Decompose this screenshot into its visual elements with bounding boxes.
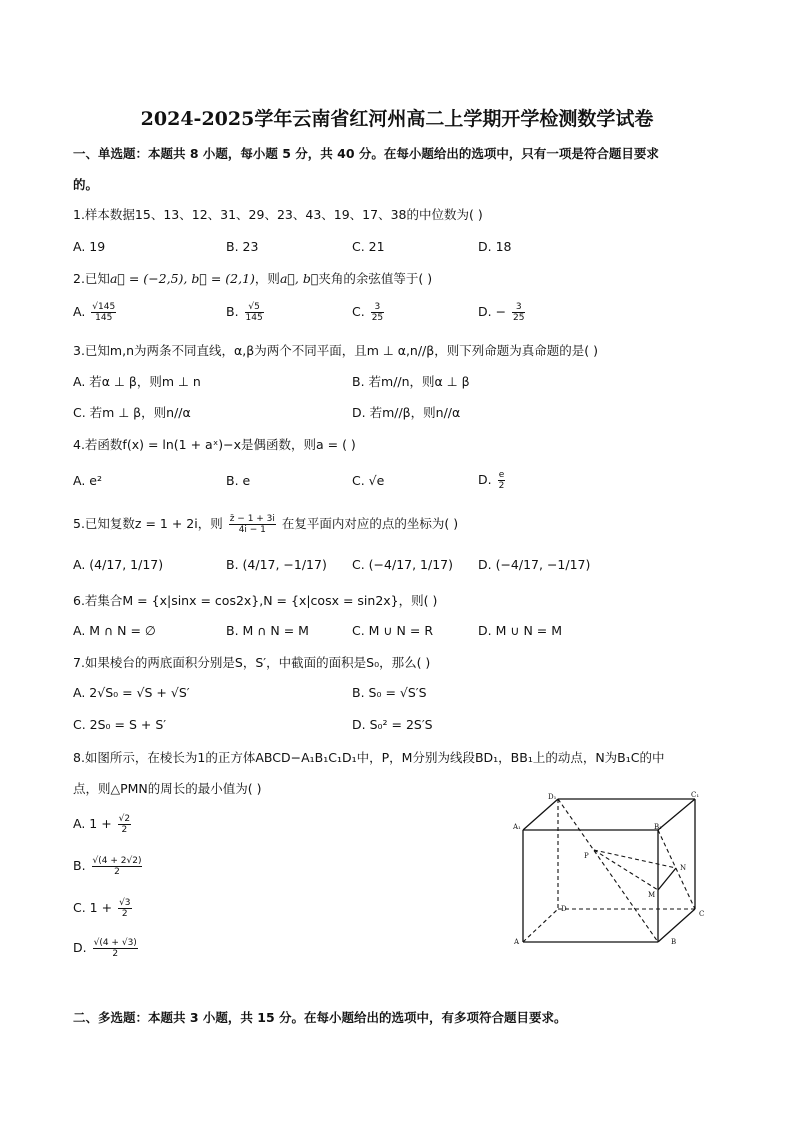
exam-title: 2024-2025学年云南省红河州高二上学期开学检测数学试卷 — [140, 108, 654, 130]
q8-a-label: A. 1 + — [73, 816, 112, 831]
q2-d-den: 25 — [513, 313, 525, 323]
q4-d-num: e — [498, 470, 505, 480]
q3-stem: 3.已知m,n为两条不同直线，α,β为两个不同平面，且m ⊥ α,n//β，则下列命题为真命题的是( ) — [73, 343, 598, 358]
q2-vector-pair: a⃗, b⃗ — [279, 271, 319, 286]
label-m: M — [648, 891, 656, 899]
q2-stem-prefix: 2.已知 — [73, 271, 110, 286]
q2-option-c — [352, 302, 386, 323]
q2-d-label: D. − — [478, 304, 507, 319]
q2-c-num: 3 — [371, 302, 384, 313]
seg-p-m — [594, 850, 658, 890]
q4-d-den: 2 — [498, 481, 505, 491]
q1-option-c: C. 21 — [352, 239, 385, 254]
q8-c-num: √3 — [119, 898, 131, 908]
q8-d-den: 2 — [112, 949, 119, 959]
q6-option-b: B. M ∩ N = M — [226, 623, 309, 638]
label-b: B — [671, 938, 677, 946]
q8-b-label: B. — [73, 858, 86, 873]
q5-frac-num: z̄ − 1 + 3i — [229, 514, 275, 524]
q6-option-a: A. M ∩ N = ∅ — [73, 623, 156, 638]
q2-b-fraction — [245, 302, 264, 323]
q5-fraction — [229, 514, 276, 535]
q2-b-label: B. — [226, 304, 239, 319]
edge-c-b — [658, 909, 695, 942]
q2-d-fraction — [512, 302, 525, 323]
q1-option-b: B. 23 — [226, 239, 259, 254]
q5-stem — [73, 514, 458, 535]
q1-option-a: A. 19 — [73, 239, 106, 254]
label-b1: B₁ — [654, 823, 662, 831]
q2-stem-mid: ，则 — [254, 271, 280, 286]
q8-c-label: C. 1 + — [73, 900, 113, 915]
q8-option-d — [73, 938, 140, 959]
q2-c-label: C. — [352, 304, 365, 319]
q2-a-fraction — [91, 302, 116, 323]
label-c: C — [699, 910, 705, 918]
label-a: A — [514, 938, 520, 946]
q5-option-b: B. (4/17, −1/17) — [226, 557, 327, 572]
q8-d-fraction — [93, 938, 138, 959]
q3-option-d: D. 若m//β，则n//α — [352, 405, 461, 420]
q2-b-den: 145 — [245, 313, 263, 323]
q4-option-b: B. e — [226, 473, 251, 488]
section1-heading: 一、单选题：本题共 8 小题，每小题 5 分，共 40 分。在每小题给出的选项中，只有一项是符合题目要求 — [73, 146, 659, 161]
edge-c1-b1 — [658, 799, 695, 830]
q8-option-b — [73, 856, 144, 877]
edge-b1-c — [658, 830, 695, 909]
section2-heading: 二、多选题：本题共 3 小题，共 15 分。在每小题给出的选项中，有多项符合题目要求。 — [73, 1010, 567, 1025]
q1-option-d: D. 18 — [478, 239, 512, 254]
q4-option-d — [478, 470, 507, 491]
q5-option-a: A. (4/17, 1/17) — [73, 557, 164, 572]
q8-c-fraction — [118, 898, 131, 919]
section1-heading-cont: 的。 — [73, 177, 99, 192]
q5-option-c: C. (−4/17, 1/17) — [352, 557, 453, 572]
q5-option-d: D. (−4/17, −1/17) — [478, 557, 591, 572]
edge-a1-d1 — [523, 799, 558, 830]
q8-a-fraction — [118, 814, 131, 835]
q7-option-d: D. S₀² = 2S′S — [352, 717, 433, 732]
q8-b-fraction — [92, 856, 143, 877]
q2-c-den: 25 — [371, 313, 384, 323]
seg-m-n — [658, 868, 676, 890]
q3-option-b: B. 若m//n，则α ⊥ β — [352, 374, 470, 389]
q3-option-a: A. 若α ⊥ β，则m ⊥ n — [73, 374, 201, 389]
label-c1: C₁ — [691, 791, 700, 799]
q4-stem: 4.若函数f(x) = ln(1 + aˣ)−x是偶函数，则a = ( ) — [73, 437, 356, 452]
q2-vectors: a⃗ = (−2,5), b⃗ = (2,1) — [109, 271, 255, 286]
q7-option-c: C. 2S₀ = S + S′ — [73, 717, 167, 732]
q2-a-num: √145 — [92, 302, 116, 312]
q2-a-label: A. — [73, 304, 86, 319]
q4-d-fraction — [498, 470, 506, 491]
label-n: N — [680, 864, 687, 872]
q5-frac-den: 4i − 1 — [238, 525, 266, 535]
diag-d1-b — [558, 799, 658, 942]
q7-option-a: A. 2√S₀ = √S + √S′ — [73, 685, 190, 700]
q2-a-den: 145 — [95, 313, 113, 323]
q2-b-num: √5 — [245, 302, 264, 313]
q2-option-d — [478, 302, 527, 323]
cube-figure — [510, 790, 710, 950]
q3-option-c: C. 若m ⊥ β，则n//α — [73, 405, 191, 420]
q2-c-fraction — [371, 302, 384, 323]
edge-a-d — [523, 909, 558, 942]
label-p: P — [584, 852, 589, 860]
q5-stem-prefix: 5.已知复数z = 1 + 2i，则 — [73, 516, 223, 531]
q2-stem — [73, 270, 432, 288]
q2-stem-suffix: 夹角的余弦值等于( ) — [318, 271, 433, 286]
label-a1: A₁ — [513, 823, 521, 831]
q8-stem: 8.如图所示，在棱长为1的正方体ABCD−A₁B₁C₁D₁中，P，M分别为线段BD₁，BB₁上的动点，N为B₁C的中 — [73, 750, 665, 765]
q6-option-d: D. M ∪ N = M — [478, 623, 563, 638]
q4-option-a: A. e² — [73, 473, 102, 488]
label-d1: D₁ — [548, 793, 557, 801]
q8-a-den: 2 — [121, 825, 128, 835]
q1-stem: 1.样本数据15、13、12、31、29、23、43、19、17、38的中位数为( ) — [73, 207, 483, 222]
q8-d-num: √(4 + √3) — [93, 938, 137, 948]
q7-option-b: B. S₀ = √S′S — [352, 685, 427, 700]
q4-d-label: D. — [478, 472, 492, 487]
q8-stem-cont: 点，则△PMN的周长的最小值为( ) — [73, 781, 262, 796]
q8-b-num: √(4 + 2√2) — [92, 856, 142, 866]
label-d: D — [561, 905, 567, 913]
seg-p-n — [594, 850, 676, 868]
q8-option-c — [73, 898, 134, 919]
q8-b-den: 2 — [114, 867, 120, 877]
q8-d-label: D. — [73, 940, 87, 955]
q2-d-num: 3 — [512, 302, 525, 313]
q2-option-b — [226, 302, 266, 323]
q4-option-c: C. √e — [352, 473, 385, 488]
q8-a-num: √2 — [118, 814, 131, 824]
q2-option-a — [73, 302, 118, 323]
q8-c-den: 2 — [121, 909, 128, 919]
q7-stem: 7.如果棱台的两底面积分别是S，S′，中截面的面积是S₀，那么( ) — [73, 655, 431, 670]
q8-option-a — [73, 814, 133, 835]
q5-stem-suffix: 在复平面内对应的点的坐标为( ) — [281, 516, 459, 531]
q6-option-c: C. M ∪ N = R — [352, 623, 434, 638]
q6-stem: 6.若集合M = {x|sinx = cos2x},N = {x|cosx = sin2x}，则( ) — [73, 593, 438, 608]
